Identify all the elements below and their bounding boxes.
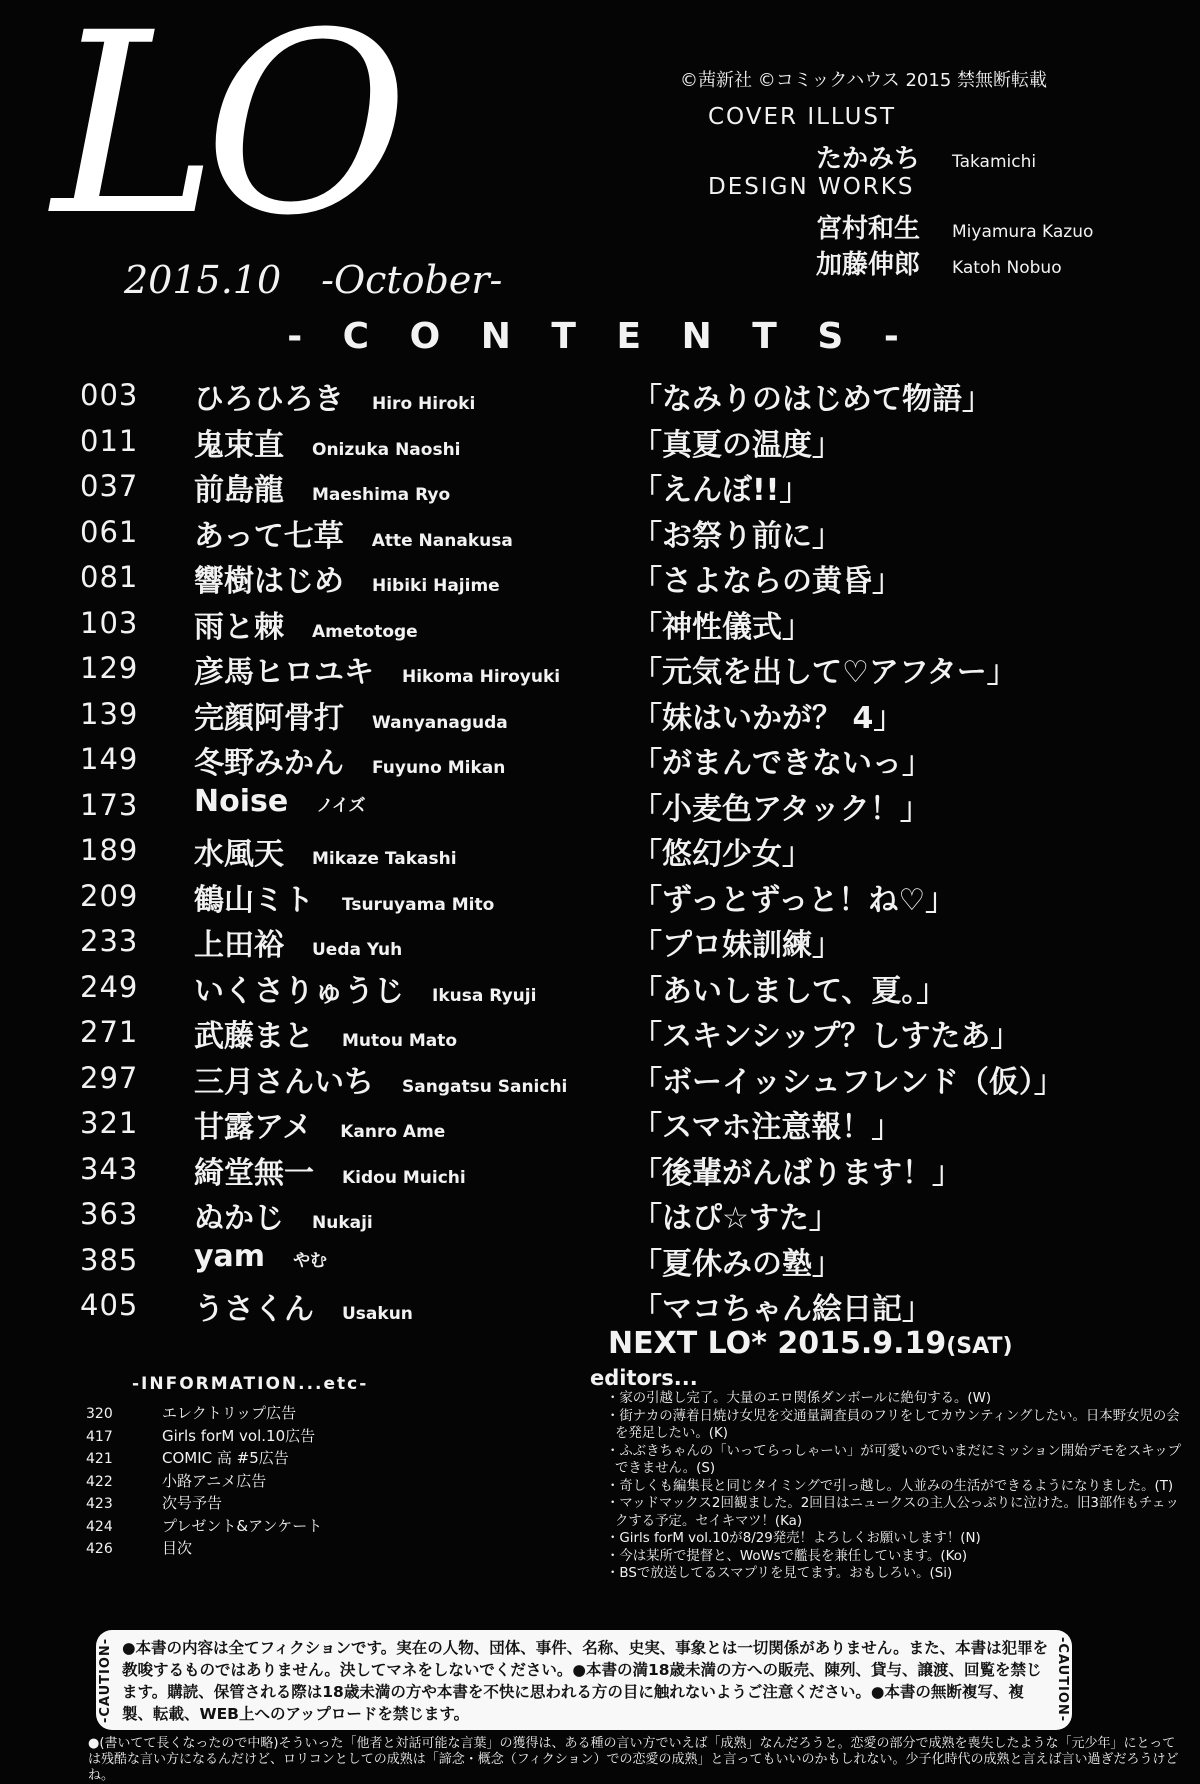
toc-author <box>194 602 418 646</box>
information-page: 421 <box>86 1451 113 1467</box>
information-text: COMIC 高 #5広告 <box>162 1449 289 1467</box>
toc-author-name: 鶴山ミト <box>194 882 314 918</box>
cover-artist-name: たかみち <box>816 144 921 174</box>
toc-author <box>194 465 450 509</box>
copyright-notice: ©茜新社 ©コミックハウス 2015 禁無断転載 <box>680 70 1047 91</box>
toc-author-romaji: Sangatsu Sanichi <box>402 1076 568 1097</box>
toc-author-name: 甘露アメ <box>194 1110 313 1145</box>
toc-author-romaji: Kidou Muichi <box>342 1167 466 1188</box>
toc-author <box>194 920 402 964</box>
issue-year-month: 2015.10 <box>124 258 282 302</box>
editor-note: ・ BSで放送してるスマプリを見てます。おもしろい。(Si) <box>606 1565 1186 1583</box>
toc-author-romaji: Fuyuno Mikan <box>372 758 506 778</box>
toc-author <box>194 1148 466 1192</box>
magazine-logo: LO <box>52 0 395 270</box>
information-page: 423 <box>86 1496 113 1512</box>
editors-notes <box>606 1390 1186 1583</box>
designer-name: 加藤伸郎 <box>816 250 921 280</box>
toc-author-name: 前島龍 <box>194 473 284 508</box>
designer <box>680 244 1180 280</box>
toc-page-number: 343 <box>80 1151 139 1186</box>
toc-story-title: 「悠幻少女」 <box>632 837 812 872</box>
toc-author <box>194 966 536 1010</box>
toc-story-title: 「はぴ☆すた」 <box>632 1201 839 1236</box>
toc-author <box>194 784 366 819</box>
toc-author <box>194 1011 457 1055</box>
caution-box <box>96 1630 1072 1730</box>
toc-entry <box>80 509 1180 555</box>
design-works-label: DESIGN WORKS <box>708 174 915 200</box>
cover-artist <box>680 138 1180 174</box>
toc-page-number: 003 <box>80 378 139 412</box>
toc-entry <box>80 1191 1180 1237</box>
information-item <box>86 1492 566 1515</box>
editorial-footnote: ●(書いてて長くなったので中略)そういった「他者と対話可能な言葉」の獲得は、ある種の言い方でいえば「成熟」なんだろうと。恋愛の部分で成熟を喪失したような「元少年」にとっては残酷な言い方になるんだけど、ロリコンとしての成熟は「諦念・概念（フィクション）での恋愛の成熟」と言ってもいいのかもしれない。少子化時代の成熟と言えば言い過ぎだろうけどね。 <box>88 1736 1179 1783</box>
information-item <box>86 1515 566 1538</box>
toc-author-name: 鬼束直 <box>194 427 284 463</box>
toc-story-title: 「スキンシップ？しすたあ」 <box>632 1019 1021 1054</box>
credits-block <box>680 66 1180 280</box>
toc-entry <box>80 372 1180 418</box>
toc-entry <box>80 1055 1180 1101</box>
toc-author-name: 雨と棘 <box>194 609 284 645</box>
toc-author-name: 完顔阿骨打 <box>194 700 344 736</box>
editor-note: ・ 奇しくも編集長と同じタイミングで引っ越し。人並みの生活ができるようになりました。(T) <box>606 1478 1186 1496</box>
toc-story-title: 「ボーイッシュフレンド（仮）」 <box>632 1064 1064 1100</box>
next-issue-date <box>608 1326 1013 1361</box>
toc-story-title: 「マコちゃん絵日記」 <box>632 1292 932 1327</box>
toc-author-romaji: Wanyanaguda <box>372 712 508 733</box>
toc-author-romaji: Onizuka Naoshi <box>312 439 461 460</box>
toc-author-romaji: Kanro Ame <box>340 1122 446 1142</box>
information-page: 417 <box>86 1428 113 1445</box>
toc-author <box>194 693 508 737</box>
toc-author-romaji: Mutou Mato <box>342 1031 458 1051</box>
toc-page-number: 037 <box>80 469 139 503</box>
toc-page-number: 149 <box>80 742 139 776</box>
information-page: 424 <box>86 1518 113 1535</box>
toc-author <box>194 647 560 691</box>
toc-story-title: 「妹はいかが？ 4」 <box>632 700 904 736</box>
information-text: Girls forM vol.10広告 <box>162 1426 316 1445</box>
toc-page-number: 233 <box>80 924 139 958</box>
cover-artist-romaji: Takamichi <box>952 152 1037 172</box>
designer-romaji: Miyamura Kazuo <box>952 222 1094 242</box>
information-text: 目次 <box>162 1539 193 1557</box>
toc-author-name: 水風天 <box>194 837 284 872</box>
information-text: 小路アニメ広告 <box>162 1471 267 1490</box>
toc-story-title: 「真夏の温度」 <box>632 427 842 463</box>
toc-entry <box>80 736 1180 782</box>
toc-entry <box>80 1146 1180 1192</box>
toc-entry <box>80 1282 1180 1328</box>
toc-author-romaji: Mikaze Takashi <box>312 849 457 869</box>
toc-entry <box>80 964 1180 1010</box>
toc-story-title: 「さよならの黄昏」 <box>632 564 902 599</box>
toc-page-number: 271 <box>80 1015 139 1049</box>
toc-story-title: 「夏休みの塾」 <box>632 1246 842 1282</box>
issue-date <box>124 258 502 302</box>
information-text: プレゼント&アンケート <box>162 1516 323 1535</box>
toc-page-number: 139 <box>80 696 139 731</box>
designer-name: 宮村和生 <box>816 214 921 244</box>
toc-page-number: 385 <box>80 1242 139 1277</box>
toc-author <box>194 1102 445 1146</box>
editors-heading: editors... <box>590 1366 698 1390</box>
toc-page-number: 081 <box>80 560 139 594</box>
toc-author <box>194 1284 413 1328</box>
toc-author-name: yam <box>194 1238 266 1274</box>
issue-month-name: -October- <box>321 258 503 302</box>
toc-story-title: 「がまんできないっ」 <box>632 746 932 781</box>
information-page: 320 <box>86 1406 113 1422</box>
information-heading: -INFORMATION...etc- <box>132 1374 369 1394</box>
toc-author <box>194 875 494 919</box>
toc-page-number: 189 <box>80 833 139 867</box>
toc-author <box>194 829 457 873</box>
toc-author-romaji: Atte Nanakusa <box>371 530 513 551</box>
toc-author <box>194 511 513 555</box>
cover-illust-label: COVER ILLUST <box>708 104 897 130</box>
toc-page-number: 297 <box>80 1060 139 1095</box>
toc-page-number: 103 <box>80 605 139 640</box>
toc-author-romaji: Ueda Yuh <box>312 940 403 960</box>
toc-author <box>194 374 475 418</box>
editor-note: ・ ふぶきちゃんの「いってらっしゃーい」が可愛いのでいまだにミッション開始デモをスキップできません。(S) <box>606 1443 1186 1478</box>
toc-author <box>194 1239 327 1274</box>
caution-label-left: -CAUTION- <box>98 1637 113 1723</box>
toc-author-name: 響樹はじめ <box>194 564 344 599</box>
toc-author-name: 彦馬ヒロユキ <box>194 655 374 690</box>
toc-page-number: 405 <box>80 1288 139 1322</box>
toc-author <box>194 1057 567 1101</box>
toc-author-romaji: Ametotoge <box>312 621 418 642</box>
toc-author-romaji: やむ <box>293 1250 328 1271</box>
toc-author-name: ひろひろき <box>194 382 344 417</box>
toc-author-romaji: Nukaji <box>312 1213 373 1233</box>
toc-page-number: 209 <box>80 878 139 913</box>
information-item <box>86 1425 566 1448</box>
toc-entry <box>80 554 1180 600</box>
toc-entry <box>80 827 1180 873</box>
toc-page-number: 011 <box>80 423 139 458</box>
toc-author-name: 上田裕 <box>194 928 284 963</box>
toc-author <box>194 738 505 782</box>
toc-author-name: 三月さんいち <box>194 1064 374 1100</box>
toc-author-romaji: Usakun <box>342 1304 413 1324</box>
table-of-contents <box>80 372 1180 1328</box>
toc-author-romaji: Hikoma Hiroyuki <box>402 667 561 687</box>
editor-note: ・ 街ナカの薄着日焼け女児を交通量調査員のフリをしてカウンティングしたい。日本野女児の会を発足したい。(K) <box>606 1408 1186 1443</box>
information-text: エレクトリップ広告 <box>162 1404 297 1422</box>
contents-heading: - C O N T E N T S - <box>287 316 913 357</box>
toc-author-name: 綺堂無一 <box>194 1155 314 1191</box>
toc-page-number: 061 <box>80 514 139 549</box>
toc-author <box>194 556 500 600</box>
toc-page-number: 321 <box>80 1106 139 1140</box>
caution-label-right: -CAUTION- <box>1055 1637 1070 1723</box>
toc-story-title: 「スマホ注意報！」 <box>632 1110 902 1145</box>
information-item <box>86 1470 566 1493</box>
toc-story-title: 「ずっとずっと！ね♡」 <box>632 882 956 918</box>
toc-author-romaji: Ikusa Ryuji <box>432 985 537 1006</box>
toc-author-name: うさくん <box>194 1292 314 1327</box>
toc-story-title: 「なみりのはじめて物語」 <box>632 382 992 417</box>
toc-story-title: 「神性儀式」 <box>632 609 812 645</box>
toc-author-name: Noise <box>194 783 289 819</box>
editor-note: ・ Girls forM vol.10が8/29発売！よろしくお願いします！(N) <box>606 1530 1186 1548</box>
toc-story-title: 「元気を出して♡アフター」 <box>632 655 1017 690</box>
toc-author <box>194 420 461 464</box>
toc-author-name: あって七草 <box>194 518 344 554</box>
editor-note: ・ マッドマックス2回観ました。2回目はニュークスの主人公っぷりに泣けた。旧3部作もチェックする予定。セイキマツ！(Ka) <box>606 1495 1186 1530</box>
information-text: 次号予告 <box>162 1494 223 1512</box>
toc-page-number: 129 <box>80 651 139 685</box>
toc-page-number: 173 <box>80 787 139 822</box>
toc-page-number: 249 <box>80 969 139 1004</box>
toc-entry <box>80 463 1180 509</box>
next-issue-weekday: (SAT) <box>946 1334 1013 1359</box>
toc-story-title: 「小麦色アタック！」 <box>632 791 930 827</box>
toc-story-title: 「後輩がんばります！」 <box>632 1155 962 1191</box>
toc-author-romaji: ノイズ <box>316 795 366 816</box>
toc-entry <box>80 918 1180 964</box>
toc-story-title: 「あいしまして、夏。」 <box>632 973 947 1009</box>
toc-entry <box>80 873 1180 919</box>
toc-author-romaji: Tsuruyama Mito <box>342 894 495 915</box>
toc-story-title: 「えんぼ!!」 <box>632 473 810 508</box>
designer-romaji: Katoh Nobuo <box>952 258 1062 278</box>
toc-entry <box>80 1100 1180 1146</box>
toc-author-name: いくさりゅうじ <box>194 973 404 1009</box>
toc-entry <box>80 645 1180 691</box>
editor-note: ・ 今は某所で提督と、WoWsで艦長を兼任しています。(Ko) <box>606 1548 1186 1566</box>
toc-author-name: 武藤まと <box>194 1019 314 1054</box>
toc-entry <box>80 782 1180 828</box>
toc-author <box>194 1193 373 1237</box>
information-item <box>86 1447 566 1470</box>
toc-author-name: ぬかじ <box>194 1201 284 1236</box>
toc-entry <box>80 691 1180 737</box>
information-page: 422 <box>86 1473 113 1490</box>
editor-note: ・ 家の引越し完了。大量のエロ関係ダンボールに絶句する。(W) <box>606 1390 1186 1408</box>
toc-page-number: 363 <box>80 1197 139 1231</box>
toc-entry <box>80 600 1180 646</box>
toc-author-romaji: Hibiki Hajime <box>372 576 500 596</box>
designer <box>680 208 1180 244</box>
toc-entry <box>80 418 1180 464</box>
toc-author-romaji: Hiro Hiroki <box>372 394 476 414</box>
toc-entry <box>80 1237 1180 1283</box>
next-issue-label: NEXT LO* 2015.9.19 <box>608 1326 947 1361</box>
toc-entry <box>80 1009 1180 1055</box>
caution-text: ●本書の内容は全てフィクションです。実在の人物、団体、事件、名称、史実、事象とは一切関係がありません。また、本書は犯罪を教唆するものではありません。決してマネをしないでください。●本書の満18歳未満の方への販売、陳列、貸与、譲渡、回覧を禁じます。購読、保管される際は18歳未満の方や本書を不快に思われる方の目に触れないようご注意ください。●本書の無断複写、複製、転載、WEB上へのアップロードを禁じます。 <box>122 1639 1049 1723</box>
information-page: 426 <box>86 1541 113 1557</box>
information-item <box>86 1402 566 1425</box>
information-list <box>86 1402 566 1560</box>
toc-story-title: 「プロ妹訓練」 <box>632 928 842 963</box>
toc-story-title: 「お祭り前に」 <box>632 518 842 554</box>
toc-author-name: 冬野みかん <box>194 746 344 781</box>
toc-author-romaji: Maeshima Ryo <box>312 485 451 505</box>
information-item <box>86 1537 566 1560</box>
